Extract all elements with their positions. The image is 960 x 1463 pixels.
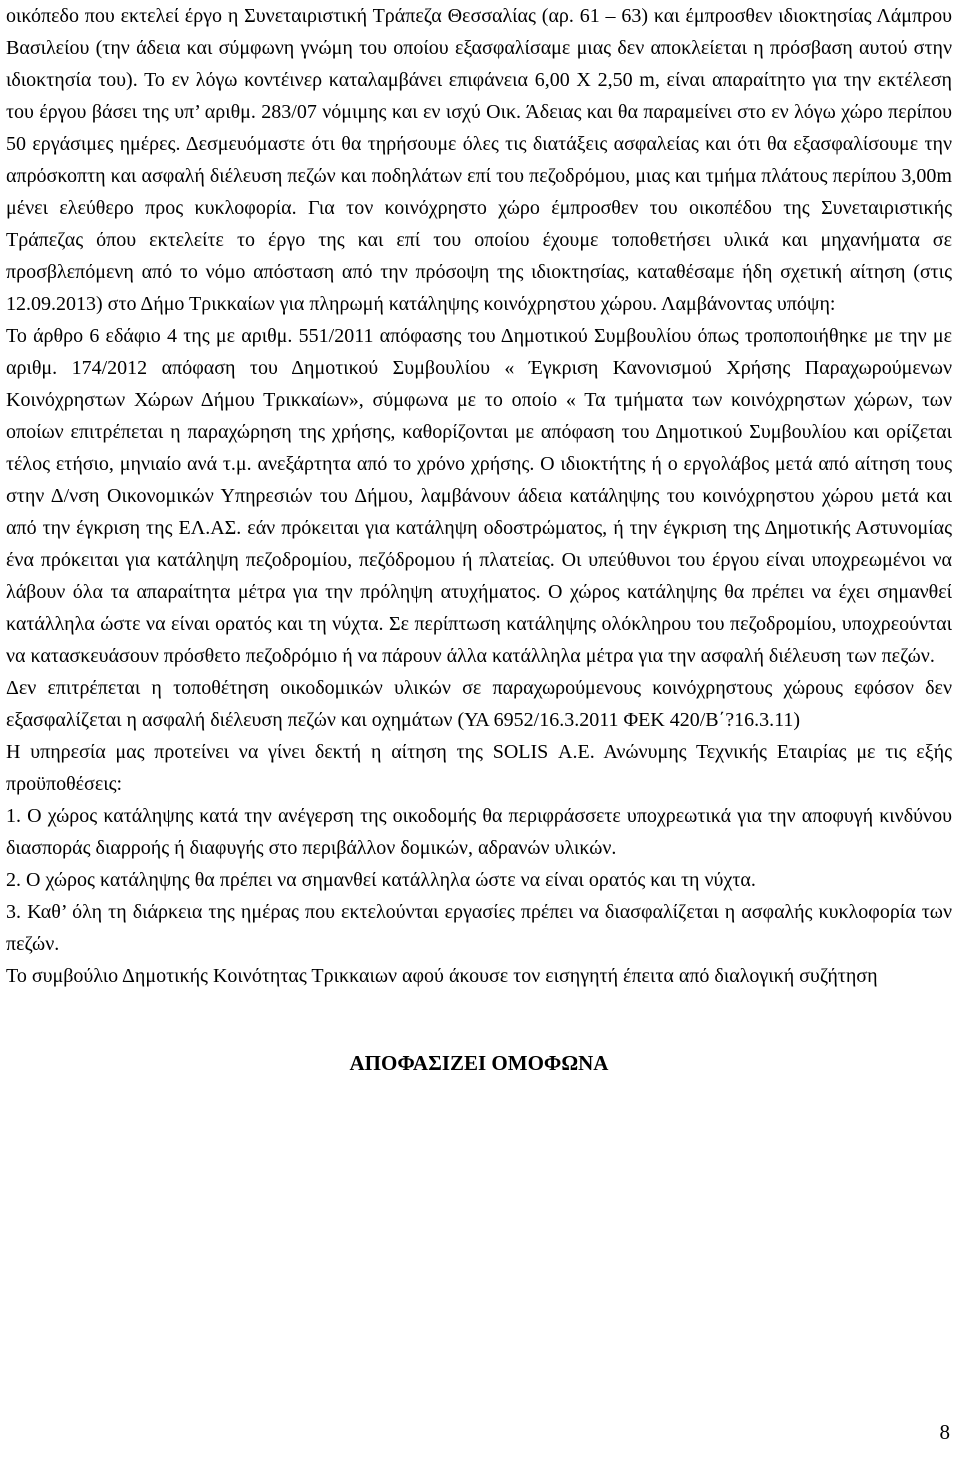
paragraph-article-6: Το άρθρο 6 εδάφιο 4 της με αριθμ. 551/2011 απόφασης του Δημοτικού Συμβουλίου όπως τροποποιήθηκε με την με αριθμ. 174/2012 απόφαση του Δημοτικού Συμβουλίου « Έγκριση Κανονισμού Χρήσης Παραχωρούμενων Κοινόχρηστων Χώρων Δήμου Τρικκαίων», σύμφωνα με το οποίο « Τα τμήματα των κοινόχρηστων χώρων, των οποίων επιτρέπεται η παραχώρηση της χρήσης, καθορίζονται με απόφαση του Δημοτικού Συμβουλίου και ορίζεται τέλος ετήσιο, μηνιαίο ανά τ.μ. ανεξάρτητα από το χρόνο χρήσης. Ο ιδιοκτήτης ή ο εργολάβος μετά από αίτηση τους στην Δ/νση Οικονομικών Υπηρεσιών του Δήμου, λαμβάνουν άδεια κατάληψης του κοινόχρηστου χώρου μετά και από την έγκριση της ΕΛ.ΑΣ. εάν πρόκειται για κατάληψη οδοστρώματος, ή την έγκριση της Δημοτικής Αστυνομίας ένα πρόκειται για κατάληψη πεζοδρομίου, πεζόδρομου ή πλατείας. Οι υπεύθυνοι του έργου είναι υποχρεωμένοι να λάβουν όλα τα απαραίτητα μέτρα για την πρόληψη ατυχήματος. Ο χώρος κατάληψης θα πρέπει να έχει σημανθεί κατάλληλα ώστε να είναι ορατός και τη νύχτα. Σε περίπτωση κατάληψης ολόκληρου του πεζοδρομίου, υποχρεούνται να κατασκευάσουν πρόσθετο πεζοδρόμιο ή να πάρουν άλλα κατάλληλα μέτρα για την ασφαλή διέλευση των πεζών. <box>6 325 952 667</box>
condition-item-2: 2. Ο χώρος κατάληψης θα πρέπει να σημανθεί κατάλληλα ώστε να είναι ορατός και τη νύχτα. <box>6 869 756 891</box>
condition-item-3: 3. Καθ’ όλη τη διάρκεια της ημέρας που εκτελούνται εργασίες πρέπει να διασφαλίζεται η ασφαλής κυκλοφορία των πεζών. <box>6 901 952 955</box>
paragraph-service-proposal: Η υπηρεσία μας προτείνει να γίνει δεκτή η αίτηση της SOLIS Α.Ε. Ανώνυμης Τεχνικής Εταιρίας με τις εξής προϋποθέσεις: <box>6 741 952 795</box>
condition-item-1: 1. Ο χώρος κατάληψης κατά την ανέγερση της οικοδομής θα περιφράσσετε υποχρεωτικά για την αποφυγή κινδύνου διασποράς διαρροής ή διαφυγής στο περιβάλλον δομικών, αδρανών υλικών. <box>6 805 952 859</box>
document-body <box>6 0 952 992</box>
paragraph-building-materials: Δεν επιτρέπεται η τοποθέτηση οικοδομικών υλικών σε παραχωρούμενους κοινόχρηστους χώρους εφόσον δεν εξασφαλίζεται η ασφαλή διέλευση πεζών και οχημάτων (ΥΑ 6952/16.3.2011 ΦΕΚ 420/Β΄?16.3.11) <box>6 677 952 731</box>
paragraph-council-hearing: Το συμβούλιο Δημοτικής Κοινότητας Τρικκαιων αφού άκουσε τον εισηγητή έπειτα από διαλογική συζήτηση <box>6 965 878 987</box>
paragraph-container-occupation: οικόπεδο που εκτελεί έργο η Συνεταιριστική Τράπεζα Θεσσαλίας (αρ. 61 – 63) και έμπροσθεν ιδιοκτησίας Λάμπρου Βασιλείου (την άδεια και σύμφωνη γνώμη του οποίου εξασφαλίσαμε μιας δεν αποκλείεται η πρόσβαση αυτού στην ιδιοκτησία του). Το εν λόγω κοντέινερ καταλαμβάνει επιφάνεια 6,00 Χ 2,50 m, είναι απαραίτητο για την εκτέλεση του έργου βάσει της υπ’ αριθμ. 283/07 νόμιμης και εν ισχύ Οικ. Άδειας και θα παραμείνει στο εν λόγω χώρο περίπου 50 εργάσιμες ημέρες. Δεσμευόμαστε ότι θα τηρήσουμε όλες τις διατάξεις ασφαλείας και ότι θα εξασφαλίσουμε την απρόσκοπτη και ασφαλή διέλευση πεζών και ποδηλάτων επί του πεζοδρόμου, μιας και τμήμα πλάτους περίπου 3,00m μένει ελεύθερο προς κυκλοφορία. Για τον κοινόχρηστο χώρο έμπροσθεν του οικοπέδου της Συνεταιριστικής Τράπεζας όπου εκτελείτε το έργο της και επί του οποίου έχουμε τοποθετήσει υλικά και μηχανήματα σε προσβλεπόμενη από το νόμο απόσταση από την πρόσοψη της ιδιοκτησίας, καταθέσαμε ήδη σχετική αίτηση (στις 12.09.2013) στο Δήμο Τρικκαίων για πληρωμή κατάληψης κοινόχρηστου χώρου. Λαμβάνοντας υπόψη: <box>6 5 952 315</box>
document-page <box>6 0 952 1079</box>
decision-heading: ΑΠΟΦΑΣΙΖΕΙ ΟΜΟΦΩΝΑ <box>349 1051 609 1075</box>
page-number: 8 <box>939 1420 950 1444</box>
